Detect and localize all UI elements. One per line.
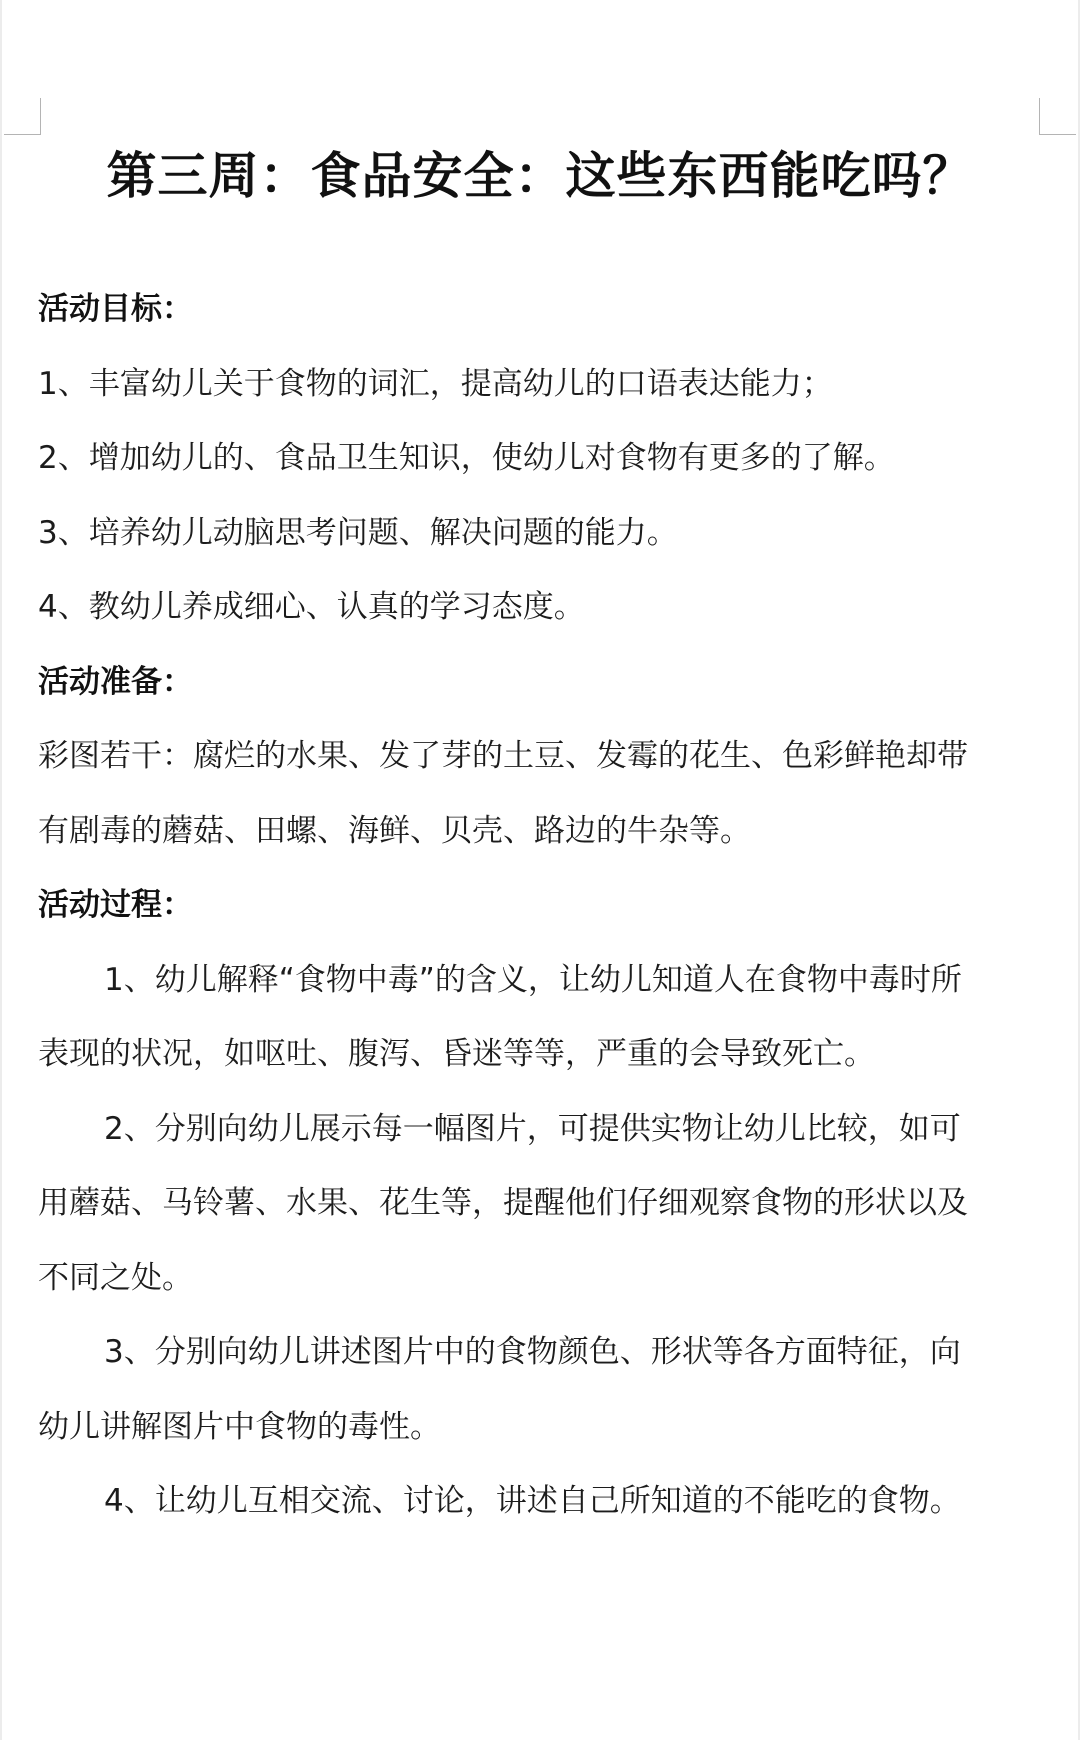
goal-item-1: 1、丰富幼儿关于食物的词汇，提高幼儿的口语表达能力； — [38, 365, 833, 402]
section-heading-process: 活动过程： — [38, 887, 193, 923]
preparation-line-1: 彩图若干：腐烂的水果、发了芽的土豆、发霉的花生、色彩鲜艳却带 — [38, 738, 968, 774]
process-step-3-line-2: 幼儿讲解图片中食物的毒性。 — [38, 1408, 441, 1445]
process-step-1-line-1: 1、幼儿解释“食物中毒”的含义，让幼儿知道人在食物中毒时所 — [104, 961, 962, 998]
goal-item-4: 4、教幼儿养成细心、认真的学习态度。 — [38, 589, 585, 625]
process-step-1-line-2: 表现的状况，如呕吐、腹泻、昏迷等等，严重的会导致死亡。 — [38, 1036, 875, 1072]
preparation-line-2: 有剧毒的蘑菇、田螺、海鲜、贝壳、路边的牛杂等。 — [38, 812, 751, 849]
process-step-2-line-1: 2、分别向幼儿展示每一幅图片，可提供实物让幼儿比较，如可 — [104, 1110, 961, 1147]
top-left-margin-mark — [4, 98, 41, 135]
document-body — [38, 272, 1030, 1539]
process-step-3-line-1: 3、分别向幼儿讲述图片中的食物颜色、形状等各方面特征，向 — [104, 1334, 961, 1370]
section-heading-goals: 活动目标： — [38, 291, 193, 327]
page-left-edge — [0, 0, 2, 1740]
process-step-2-line-2: 用蘑菇、马铃薯、水果、花生等，提醒他们仔细观察食物的形状以及 — [38, 1185, 968, 1221]
process-step-2-line-3: 不同之处。 — [38, 1259, 193, 1296]
goal-item-2: 2、增加幼儿的、食品卫生知识，使幼儿对食物有更多的了解。 — [38, 440, 895, 476]
process-step-4-line-1: 4、让幼儿互相交流、讨论，讲述自己所知道的不能吃的食物。 — [104, 1483, 961, 1519]
section-heading-preparation: 活动准备： — [38, 663, 193, 700]
document-title: 第三周：食品安全：这些东西能吃吗？ — [106, 147, 974, 205]
goal-item-3: 3、培养幼儿动脑思考问题、解决问题的能力。 — [38, 514, 678, 551]
top-right-margin-mark — [1039, 98, 1076, 135]
